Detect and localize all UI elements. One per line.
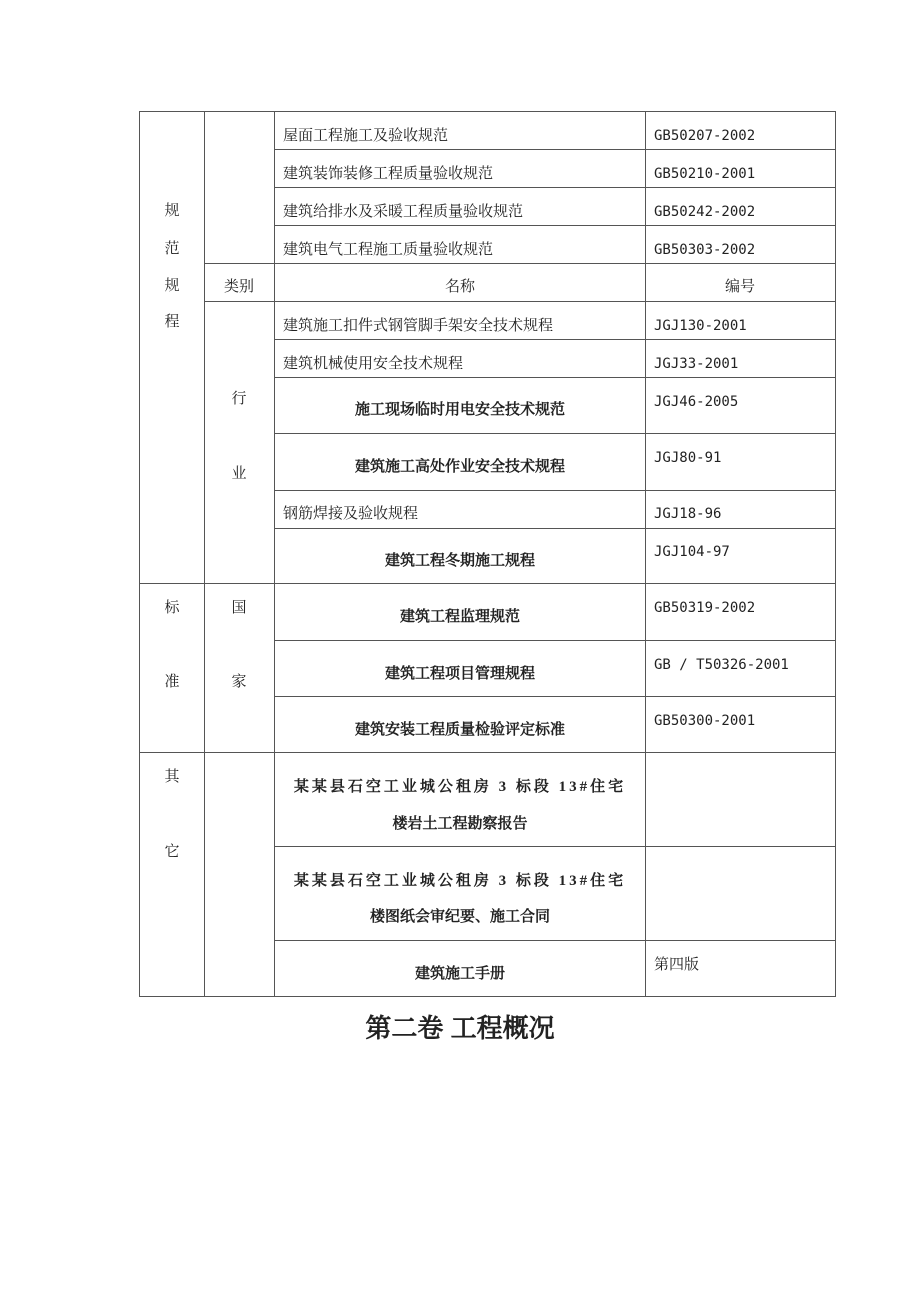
table-border xyxy=(139,111,836,112)
category-label: 业 xyxy=(231,466,247,482)
standard-name: 屋面工程施工及验收规范 xyxy=(283,128,449,144)
standard-code: GB50242-2002 xyxy=(654,204,756,220)
row-divider xyxy=(139,752,836,753)
row-divider xyxy=(274,377,836,378)
row-divider xyxy=(274,339,836,340)
standard-name: 建筑安装工程质量检验评定标准 xyxy=(354,722,566,738)
group-label: 它 xyxy=(164,844,180,860)
table-border xyxy=(139,111,140,997)
row-divider xyxy=(204,263,836,264)
group-label: 准 xyxy=(164,674,180,690)
standard-code: GB50303-2002 xyxy=(654,242,756,258)
table-border xyxy=(835,111,836,997)
standard-code: JGJ46-2005 xyxy=(654,394,739,410)
document-name-line1: 某某县石空工业城公租房 3 标段 13#住宅 xyxy=(293,873,627,889)
category-label: 家 xyxy=(231,674,247,690)
group-label: 规 xyxy=(164,278,180,294)
standard-code: JGJ104-97 xyxy=(654,544,730,560)
standard-name: 施工现场临时用电安全技术规范 xyxy=(354,402,566,418)
row-divider xyxy=(139,583,836,584)
row-divider xyxy=(274,846,836,847)
header-code: 编号 xyxy=(724,279,756,295)
group-label: 范 xyxy=(164,241,180,257)
standard-name: 建筑工程监理规范 xyxy=(399,609,521,625)
standard-code: 第四版 xyxy=(654,957,700,973)
col-divider xyxy=(274,111,275,997)
standard-code: GB50207-2002 xyxy=(654,128,756,144)
standard-name: 建筑施工高处作业安全技术规程 xyxy=(354,459,566,475)
group-label: 其 xyxy=(164,769,180,785)
standard-name: 建筑机械使用安全技术规程 xyxy=(283,356,464,372)
header-category: 类别 xyxy=(223,279,255,295)
standard-name: 建筑施工手册 xyxy=(414,966,506,982)
row-divider xyxy=(274,149,836,150)
document-name-line2: 楼岩土工程勘察报告 xyxy=(392,816,528,832)
row-divider xyxy=(274,528,836,529)
standard-code: GB50210-2001 xyxy=(654,166,756,182)
row-divider xyxy=(274,696,836,697)
document-name-line1: 某某县石空工业城公租房 3 标段 13#住宅 xyxy=(293,779,627,795)
row-divider xyxy=(274,225,836,226)
row-divider xyxy=(274,490,836,491)
standard-code: JGJ18-96 xyxy=(654,506,722,522)
group-label: 程 xyxy=(164,314,180,330)
standard-code: JGJ80-91 xyxy=(654,450,722,466)
row-divider xyxy=(274,433,836,434)
group-label: 规 xyxy=(164,203,180,219)
standard-name: 钢筋焊接及验收规程 xyxy=(283,506,419,522)
header-name: 名称 xyxy=(444,279,476,295)
table-border xyxy=(139,996,836,997)
standard-code: GB50319-2002 xyxy=(654,600,756,616)
section-title: 第二卷 工程概况 xyxy=(365,1013,555,1043)
standard-name: 建筑施工扣件式钢管脚手架安全技术规程 xyxy=(283,318,554,334)
standard-name: 建筑工程项目管理规程 xyxy=(384,666,536,682)
category-label: 国 xyxy=(231,600,247,616)
col-divider xyxy=(204,111,205,997)
standard-code: JGJ33-2001 xyxy=(654,356,739,372)
standard-name: 建筑电气工程施工质量验收规范 xyxy=(283,242,494,258)
row-divider xyxy=(204,301,836,302)
row-divider xyxy=(274,640,836,641)
row-divider xyxy=(274,940,836,941)
standard-code: GB / T50326-2001 xyxy=(654,657,789,673)
standard-code: GB50300-2001 xyxy=(654,713,756,729)
standard-name: 建筑给排水及采暖工程质量验收规范 xyxy=(283,204,524,220)
group-label: 标 xyxy=(164,600,180,616)
document-name-line2: 楼图纸会审纪要、施工合同 xyxy=(369,909,551,925)
standard-name: 建筑装饰装修工程质量验收规范 xyxy=(283,166,494,182)
standard-name: 建筑工程冬期施工规程 xyxy=(384,553,536,569)
col-divider xyxy=(645,111,646,997)
category-label: 行 xyxy=(231,391,247,407)
standard-code: JGJ130-2001 xyxy=(654,318,747,334)
row-divider xyxy=(274,187,836,188)
